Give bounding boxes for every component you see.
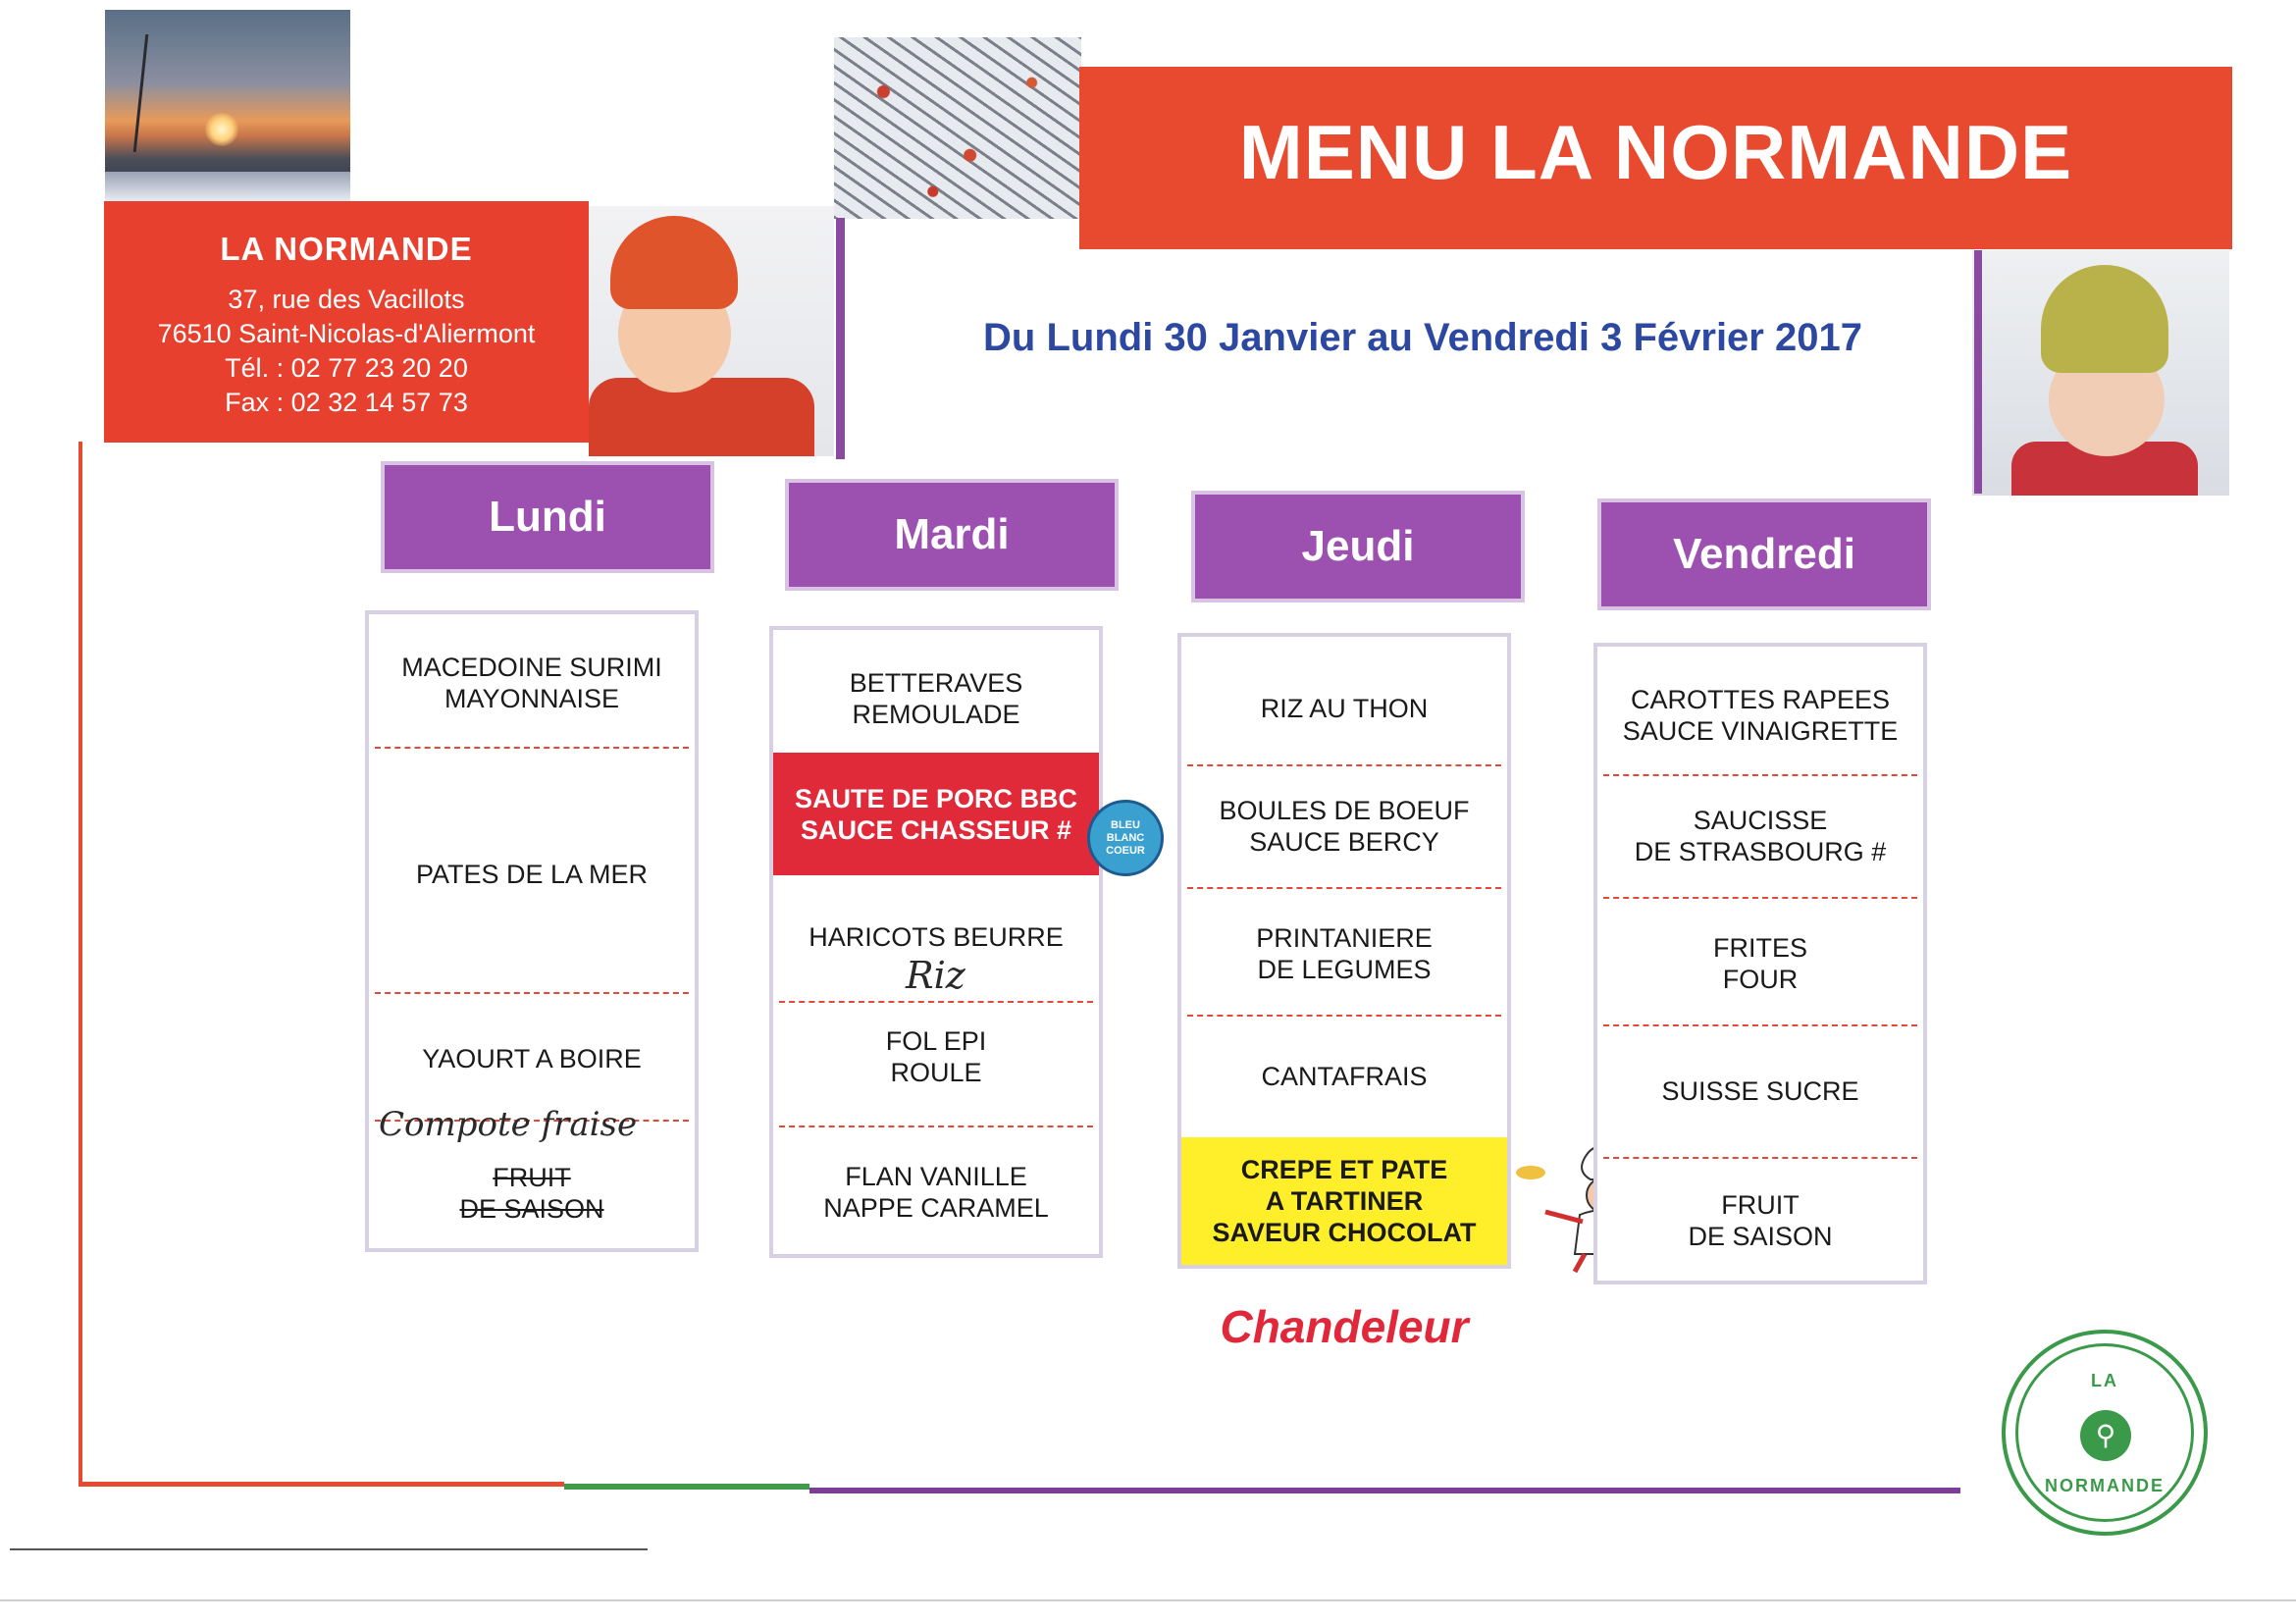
date-range: Du Lundi 30 Janvier au Vendredi 3 Février 2017: [983, 316, 1862, 359]
menu-item: SUISSE SUCRE: [1661, 1075, 1859, 1106]
menu-item: CAROTTES RAPEES SAUCE VINAIGRETTE: [1622, 685, 1899, 746]
winter-sunset-photo: [105, 10, 350, 201]
address-phone: Tél. : 02 77 23 20 20: [225, 353, 468, 383]
menu-item: FLAN VANILLE NAPPE CARAMEL: [823, 1161, 1049, 1223]
divider: [0, 1599, 2296, 1601]
la-normande-logo: LA ⚲ NORMANDE: [2002, 1330, 2208, 1536]
menu-item: PATES DE LA MER: [415, 860, 649, 889]
bottom-stripe-red: [78, 1482, 564, 1487]
menu-item: CANTAFRAIS: [1261, 1061, 1428, 1091]
menu-item: SAUCISSE DE STRASBOURG #: [1634, 805, 1887, 866]
frame-line: [836, 218, 845, 459]
day-header-mardi: Mardi: [785, 479, 1119, 591]
menu-item: YAOURT A BOIRE: [422, 1043, 642, 1073]
menu-item: FOL EPI ROULE: [885, 1026, 987, 1087]
day-header-vendredi: Vendredi: [1597, 498, 1931, 610]
boy-winter-photo: [1972, 250, 2229, 496]
bottom-stripe-purple: [809, 1488, 1960, 1493]
menu-column-jeudi: [1177, 633, 1511, 1269]
address-fax: Fax : 02 32 14 57 73: [225, 388, 468, 417]
menu-item: BOULES DE BOEUF SAUCE BERCY: [1219, 795, 1470, 857]
menu-item: RIZ AU THON: [1260, 693, 1429, 723]
menu-item: FRUIT DE SAISON: [1688, 1190, 1833, 1251]
address-street: 37, rue des Vacillots: [228, 285, 465, 314]
menu-column-mardi: [769, 626, 1103, 1258]
chandeleur-label: Chandeleur: [1220, 1301, 1469, 1352]
menu-item-crossed: FRUIT DE SAISON: [459, 1163, 604, 1224]
bleu-blanc-coeur-badge: BLEU BLANC COEUR: [1087, 800, 1164, 876]
menu-column-vendredi: [1593, 643, 1927, 1284]
girl-winter-photo: [589, 206, 834, 456]
menu-item: FRITES FOUR: [1712, 932, 1807, 994]
menu-item: HARICOTS BEURRE: [809, 922, 1064, 952]
menu-item: BETTERAVES REMOULADE: [849, 668, 1023, 729]
address-city: 76510 Saint-Nicolas-d'Aliermont: [157, 319, 536, 348]
bottom-stripe-green: [564, 1484, 809, 1490]
handwritten-note: Riz: [906, 954, 965, 997]
menu-item: PRINTANIERE DE LEGUMES: [1256, 922, 1433, 984]
day-header-jeudi: Jeudi: [1191, 491, 1525, 602]
address-block: [104, 201, 589, 443]
handwritten-note: Compote fraise: [379, 1105, 638, 1144]
frame-line: [78, 442, 82, 1484]
divider: [10, 1548, 648, 1550]
page-title: MENU LA NORMANDE: [1238, 109, 2073, 195]
apple-tree-snow-photo: [834, 37, 1081, 219]
menu-column-lundi: [365, 610, 699, 1252]
menu-item-highlight: SAUTE DE PORC BBC SAUCE CHASSEUR #: [773, 753, 1099, 875]
frame-line: [1974, 250, 1982, 494]
menu-item: MACEDOINE SURIMI MAYONNAISE: [401, 653, 662, 713]
menu-item-highlight: CREPE ET PATE A TARTINER SAVEUR CHOCOLAT: [1181, 1137, 1507, 1265]
company-name: LA NORMANDE: [220, 231, 473, 267]
day-header-lundi: Lundi: [381, 461, 714, 573]
